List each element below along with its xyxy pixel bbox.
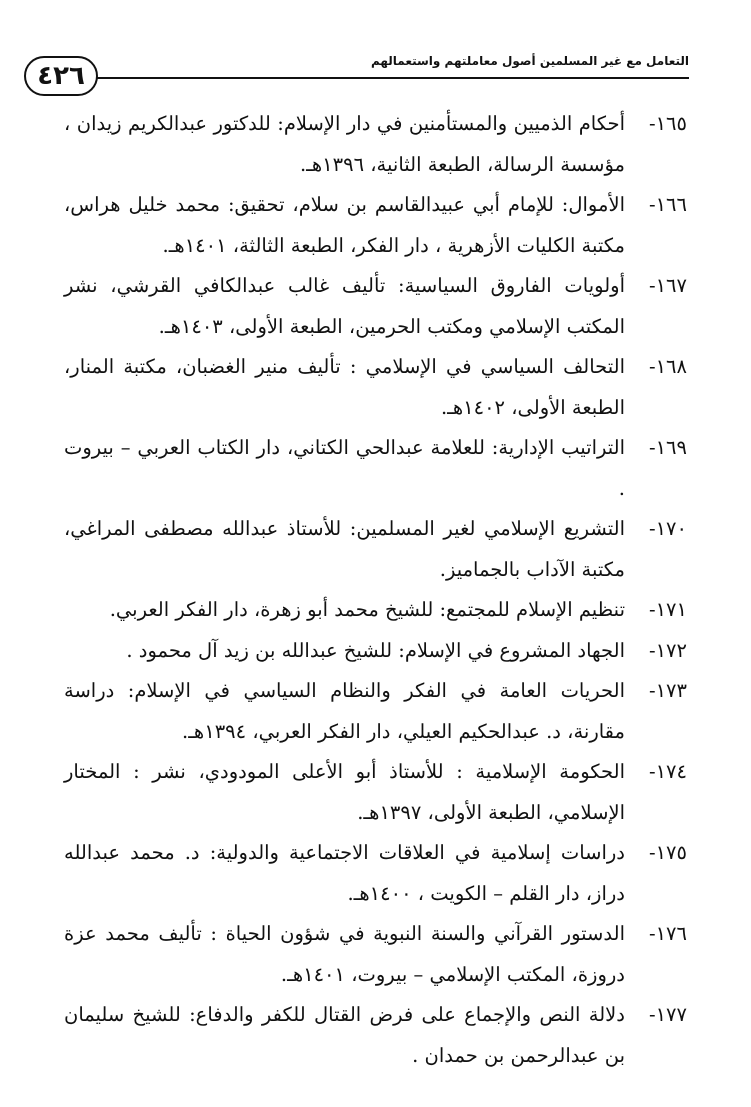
reference-number: ١٧٤-: [648, 760, 687, 783]
reference-number: ١٧١-: [648, 598, 687, 621]
reference-text: دلالة النص والإجماع على فرض القتال للكفر والدفاع: للشيخ سليمان بن عبدالرحمن بن حمدان .: [64, 1003, 625, 1067]
page-number: ٤٢٦: [24, 56, 98, 96]
reference-number: ١٦٦-: [648, 193, 687, 216]
reference-number: ١٧٣-: [648, 679, 687, 702]
reference-number: ١٧٢-: [648, 638, 687, 662]
reference-item: [64, 752, 687, 833]
reference-text: الجهاد المشروع في الإسلام: للشيخ عبدالله بن زيد آل محمود .: [126, 638, 625, 662]
reference-number: ١٦٩-: [648, 436, 687, 459]
reference-text: التشريع الإسلامي لغير المسلمين: للأستاذ عبدالله مصطفى المراغي، مكتبة الآداب بالجماميز.: [64, 517, 625, 581]
reference-item: [64, 914, 687, 995]
reference-item: [64, 428, 687, 509]
reference-number: ١٦٥-: [648, 112, 687, 135]
reference-list: [64, 104, 687, 1076]
reference-text: الحكومة الإسلامية : للأستاذ أبو الأعلى المودودي، نشر : المختار الإسلامي، الطبعة الأولى، ١٣٩٧هـ.: [64, 760, 625, 824]
reference-item: [64, 590, 687, 631]
reference-text: أولويات الفاروق السياسية: تأليف غالب عبدالكافي القرشي، نشر المكتب الإسلامي ومكتب الحرمين، الطبعة الأولى، ١٤٠٣هـ.: [64, 274, 625, 338]
reference-number: ١٧٧-: [648, 1003, 687, 1026]
reference-text: التحالف السياسي في الإسلامي : تأليف منير الغضبان، مكتبة المنار، الطبعة الأولى، ١٤٠٢هـ.: [64, 355, 625, 419]
reference-text: التراتيب الإدارية: للعلامة عبدالحي الكتاني، دار الكتاب العربي – بيروت .: [64, 436, 625, 500]
reference-text: أحكام الذميين والمستأمنين في دار الإسلام: للدكتور عبدالكريم زيدان ، مؤسسة الرسالة، الطبعة الثانية، ١٣٩٦هـ.: [64, 112, 625, 176]
reference-item: [64, 509, 687, 590]
running-title: التعامل مع غير المسلمين أصول معاملتهم واستعمالهم: [370, 54, 689, 68]
reference-item: [64, 995, 687, 1076]
reference-item: [64, 104, 687, 185]
reference-number: ١٧٥-: [648, 841, 687, 864]
reference-number: ١٦٨-: [648, 355, 687, 378]
page-header: [0, 38, 751, 98]
reference-text: دراسات إسلامية في العلاقات الاجتماعية والدولية: د. محمد عبدالله دراز، دار القلم – الكويت ، ١٤٠٠هـ.: [64, 841, 625, 905]
reference-item: [64, 266, 687, 347]
reference-number: ١٧٠-: [648, 517, 687, 540]
reference-text: الحريات العامة في الفكر والنظام السياسي في الإسلام: دراسة مقارنة، د. عبدالحكيم العيلي، دار الفكر العربي، ١٣٩٤هـ.: [64, 679, 625, 743]
reference-number: ١٧٦-: [648, 922, 687, 945]
reference-item: [64, 631, 687, 672]
reference-item: [64, 671, 687, 752]
reference-number: ١٦٧-: [648, 274, 687, 297]
reference-item: [64, 833, 687, 914]
reference-text: الأموال: للإمام أبي عبيدالقاسم بن سلام، تحقيق: محمد خليل هراس، مكتبة الكليات الأزهرية ، دار الفكر، الطبعة الثالثة، ١٤٠١هـ.: [64, 193, 625, 257]
reference-text: تنظيم الإسلام للمجتمع: للشيخ محمد أبو زهرة، دار الفكر العربي.: [109, 598, 625, 621]
reference-text: الدستور القرآني والسنة النبوية في شؤون الحياة : تأليف محمد عزة دروزة، المكتب الإسلامي – بيروت، ١٤٠١هـ.: [64, 922, 625, 986]
header-rule: [92, 77, 689, 79]
reference-item: [64, 185, 687, 266]
reference-item: [64, 347, 687, 428]
